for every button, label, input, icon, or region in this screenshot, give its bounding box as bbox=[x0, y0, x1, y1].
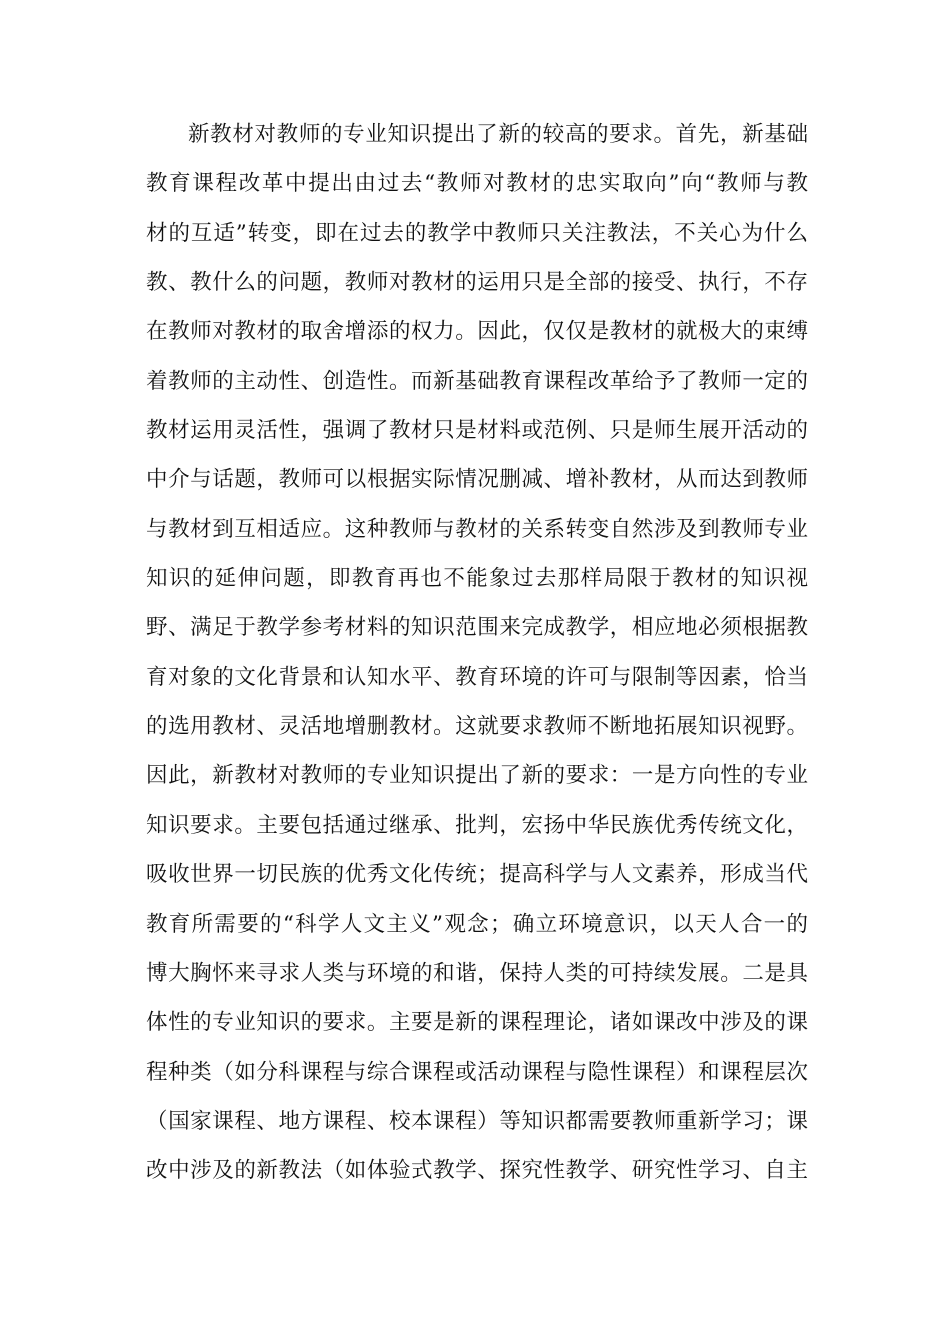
text-line: 着教师的主动性、创造性。而新基础教育课程改革给予了教师一定的 bbox=[146, 368, 808, 394]
text-line: 博大胸怀来寻求人类与环境的和谐，保持人类的可持续发展。二是具 bbox=[146, 960, 808, 986]
text-line: 吸收世界一切民族的优秀文化传统；提高科学与人文素养，形成当代 bbox=[146, 862, 808, 888]
text-line: 知识的延伸问题，即教育再也不能象过去那样局限于教材的知识视 bbox=[146, 566, 808, 592]
text-line: 材的互适”转变，即在过去的教学中教师只关注教法，不关心为什么 bbox=[146, 220, 808, 246]
text-line: 教育所需要的“科学人文主义”观念；确立环境意识，以天人合一的 bbox=[146, 911, 808, 937]
text-line: 改中涉及的新教法（如体验式教学、探究性教学、研究性学习、自主 bbox=[146, 1158, 808, 1184]
text-line: 与教材到互相适应。这种教师与教材的关系转变自然涉及到教师专业 bbox=[146, 516, 808, 542]
text-line: 知识要求。主要包括通过继承、批判，宏扬中华民族优秀传统文化， bbox=[146, 812, 808, 838]
text-line: 新教材对教师的专业知识提出了新的较高的要求。首先，新基础 bbox=[188, 122, 808, 147]
text-line: 教、教什么的问题，教师对教材的运用只是全部的接受、执行，不存 bbox=[146, 270, 808, 296]
text-line: （国家课程、地方课程、校本课程）等知识都需要教师重新学习；课 bbox=[146, 1108, 808, 1134]
text-line: 教育课程改革中提出由过去“教师对教材的忠实取向”向“教师与教 bbox=[146, 171, 808, 197]
text-line: 在教师对教材的取舍增添的权力。因此，仅仅是教材的就极大的束缚 bbox=[146, 319, 808, 345]
text-line: 因此，新教材对教师的专业知识提出了新的要求：一是方向性的专业 bbox=[146, 763, 808, 789]
text-line: 的选用教材、灵活地增删教材。这就要求教师不断地拓展知识视野。 bbox=[146, 714, 808, 740]
text-line: 中介与话题，教师可以根据实际情况删减、增补教材，从而达到教师 bbox=[146, 467, 808, 493]
text-line: 教材运用灵活性，强调了教材只是材料或范例、只是师生展开活动的 bbox=[146, 418, 808, 444]
text-line: 野、满足于教学参考材料的知识范围来完成教学，相应地必须根据教 bbox=[146, 615, 808, 641]
body-paragraph bbox=[146, 110, 808, 1196]
text-line: 程种类（如分科课程与综合课程或活动课程与隐性课程）和课程层次 bbox=[146, 1059, 808, 1085]
text-line: 育对象的文化背景和认知水平、教育环境的许可与限制等因素，恰当 bbox=[146, 664, 808, 690]
text-line: 体性的专业知识的要求。主要是新的课程理论，诸如课改中涉及的课 bbox=[146, 1010, 808, 1036]
